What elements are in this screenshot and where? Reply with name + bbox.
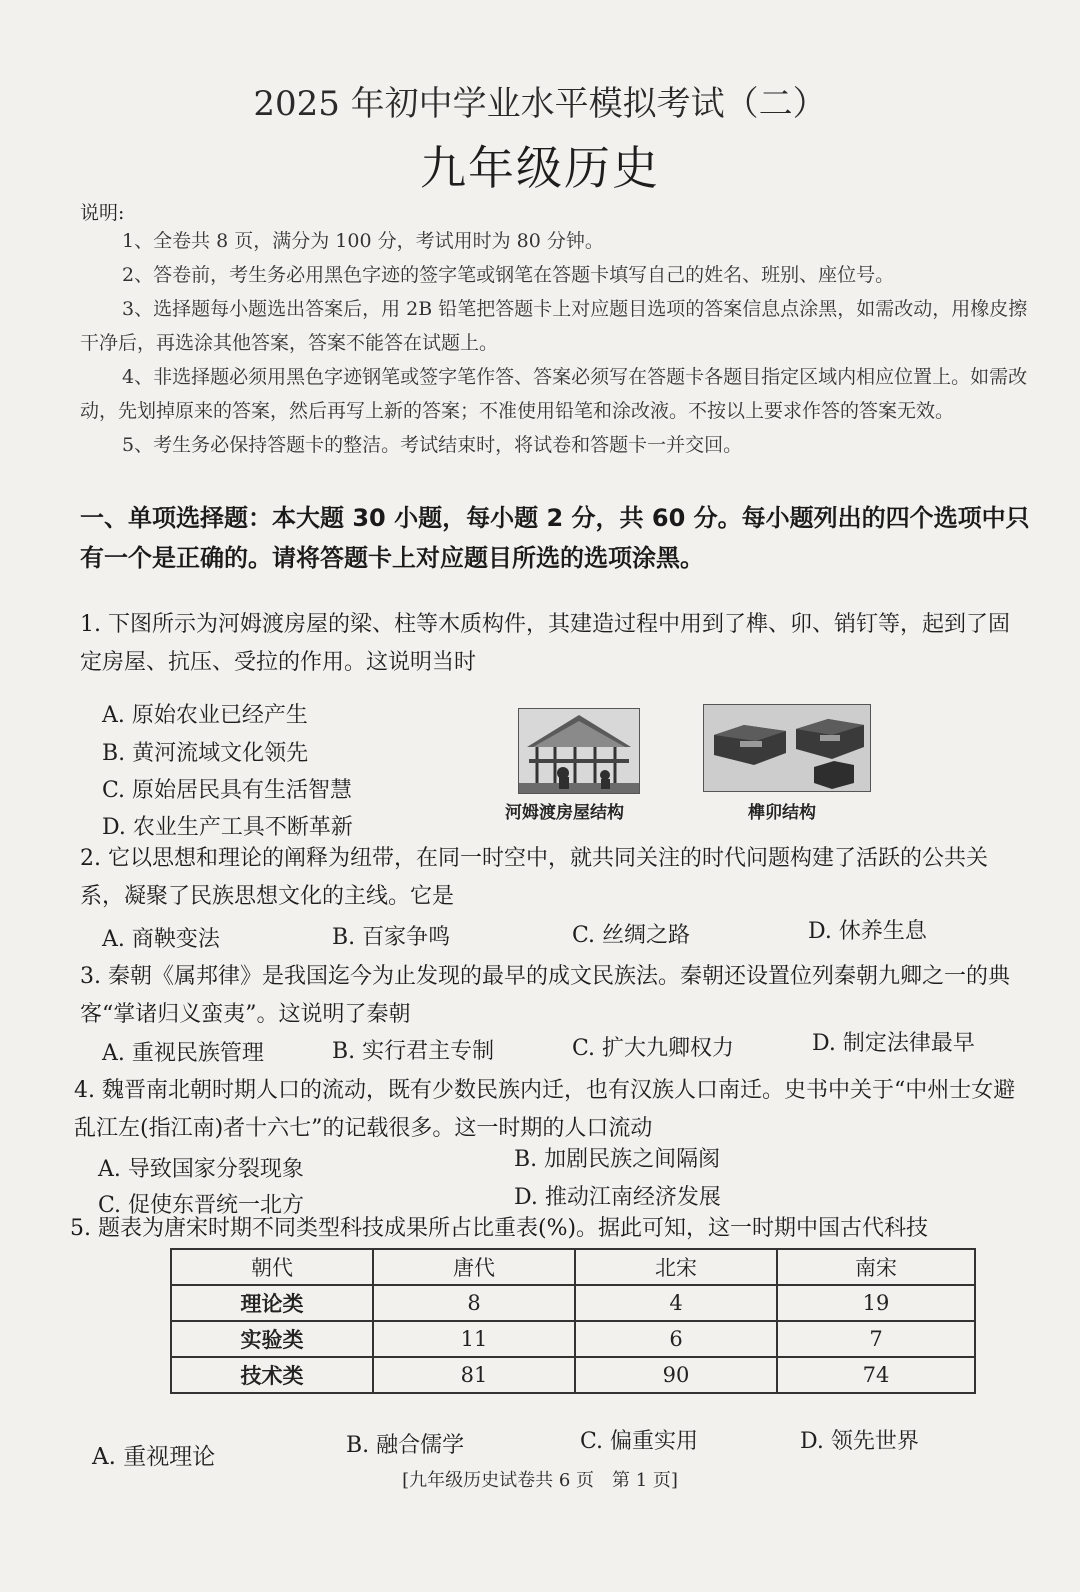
subject-title: 九年级历史 [420, 141, 660, 195]
table-cell: 理论类 [171, 1285, 373, 1321]
table-header-cell: 南宋 [777, 1249, 975, 1285]
table-cell: 90 [575, 1357, 777, 1393]
instructions [80, 224, 1030, 462]
table-cell: 74 [777, 1357, 975, 1393]
hemudu-house-photo [518, 708, 640, 794]
section-heading: 一、单项选择题：本大题 30 小题，每小题 2 分，共 60 分。每小题列出的四个选项中只有一个是正确的。请将答题卡上对应题目所选的选项涂黑。 [80, 504, 1030, 572]
data-table [170, 1248, 976, 1394]
option-c: C. 促使东晋统一北方 [98, 1193, 305, 1218]
option-c: C. 扩大九卿权力 [572, 1036, 735, 1061]
option-b: B. 黄河流域文化领先 [102, 741, 309, 766]
option-a: A. 重视民族管理 [102, 1041, 264, 1066]
table-cell: 技术类 [171, 1357, 373, 1393]
option-d: D. 推动江南经济发展 [514, 1185, 721, 1210]
option-d: D. 休养生息 [808, 919, 927, 944]
option-d: D. 制定法律最早 [812, 1031, 975, 1056]
table-row [171, 1285, 975, 1321]
table-cell: 11 [373, 1321, 575, 1357]
table-cell: 6 [575, 1321, 777, 1357]
figure-caption: 榫卯结构 [748, 803, 816, 823]
option-c: C. 原始居民具有生活智慧 [102, 778, 353, 803]
table-cell: 81 [373, 1357, 575, 1393]
mortise-tenon-photo [703, 704, 871, 792]
table-header-cell: 朝代 [171, 1249, 373, 1285]
option-d: D. 领先世界 [800, 1429, 919, 1454]
page-footer: [九年级历史试卷共 6 页 第 1 页] [402, 1470, 678, 1491]
option-a: A. 导致国家分裂现象 [98, 1157, 304, 1182]
table-cell: 实验类 [171, 1321, 373, 1357]
option-a: A. 商鞅变法 [102, 927, 220, 952]
instruction-item: 4、非选择题必须用黑色字迹钢笔或签字笔作答、答案必须写在答题卡各题目指定区域内相应位置上。如需改动，先划掉原来的答案，然后再写上新的答案；不准使用铅笔和涂改液。不按以上要求作答的答案无效。 [80, 366, 1028, 422]
question-stem: 1. 下图所示为河姆渡房屋的梁、柱等木质构件，其建造过程中用到了榫、卯、销钉等，起到了固定房屋、抗压、受拉的作用。这说明当时 [80, 612, 1010, 675]
figure-caption: 河姆渡房屋结构 [505, 803, 624, 823]
instruction-item: 2、答卷前，考生务必用黑色字迹的签字笔或钢笔在答题卡填写自己的姓名、班别、座位号。 [122, 264, 895, 286]
option-b: B. 实行君主专制 [332, 1039, 495, 1064]
option-a: A. 重视理论 [92, 1444, 216, 1470]
instruction-item: 5、考生务必保持答题卡的整洁。考试结束时，将试卷和答题卡一并交回。 [122, 434, 743, 456]
table-header-cell: 唐代 [373, 1249, 575, 1285]
instructions-heading: 说明: [80, 202, 125, 224]
exam-title: 2025 年初中学业水平模拟考试（二） [253, 84, 827, 124]
option-d: D. 农业生产工具不断革新 [102, 815, 353, 840]
option-b: B. 融合儒学 [346, 1433, 465, 1458]
question-stem: 3. 秦朝《属邦律》是我国迄今为止发现的最早的成文民族法。秦朝还设置位列秦朝九卿之一的典客“掌诸归义蛮夷”。这说明了秦朝 [80, 964, 1010, 1027]
option-a: A. 原始农业已经产生 [102, 703, 308, 728]
table-row [171, 1321, 975, 1357]
table-cell: 8 [373, 1285, 575, 1321]
instruction-item: 3、选择题每小题选出答案后，用 2B 铅笔把答题卡上对应题目选项的答案信息点涂黑，如需改动，用橡皮擦干净后，再选涂其他答案，答案不能答在试题上。 [80, 298, 1028, 354]
table-cell: 4 [575, 1285, 777, 1321]
table-header-row [171, 1249, 975, 1285]
question-stem: 5. 题表为唐宋时期不同类型科技成果所占比重表(%)。据此可知，这一时期中国古代科技 [70, 1216, 929, 1241]
option-c: C. 丝绸之路 [572, 923, 691, 948]
table-header-cell: 北宋 [575, 1249, 777, 1285]
question-stem: 4. 魏晋南北朝时期人口的流动，既有少数民族内迁，也有汉族人口南迁。史书中关于“中州士女避乱江左(指江南)者十六七”的记载很多。这一时期的人口流动 [74, 1078, 1016, 1141]
question-stem: 2. 它以思想和理论的阐释为纽带，在同一时空中，就共同关注的时代问题构建了活跃的公共关系，凝聚了民族思想文化的主线。它是 [80, 846, 988, 909]
option-b: B. 加剧民族之间隔阂 [514, 1147, 721, 1172]
table-cell: 19 [777, 1285, 975, 1321]
instruction-item: 1、全卷共 8 页，满分为 100 分，考试用时为 80 分钟。 [122, 230, 604, 252]
table-cell: 7 [777, 1321, 975, 1357]
option-b: B. 百家争鸣 [332, 925, 451, 950]
option-c: C. 偏重实用 [580, 1429, 699, 1454]
table-row [171, 1357, 975, 1393]
